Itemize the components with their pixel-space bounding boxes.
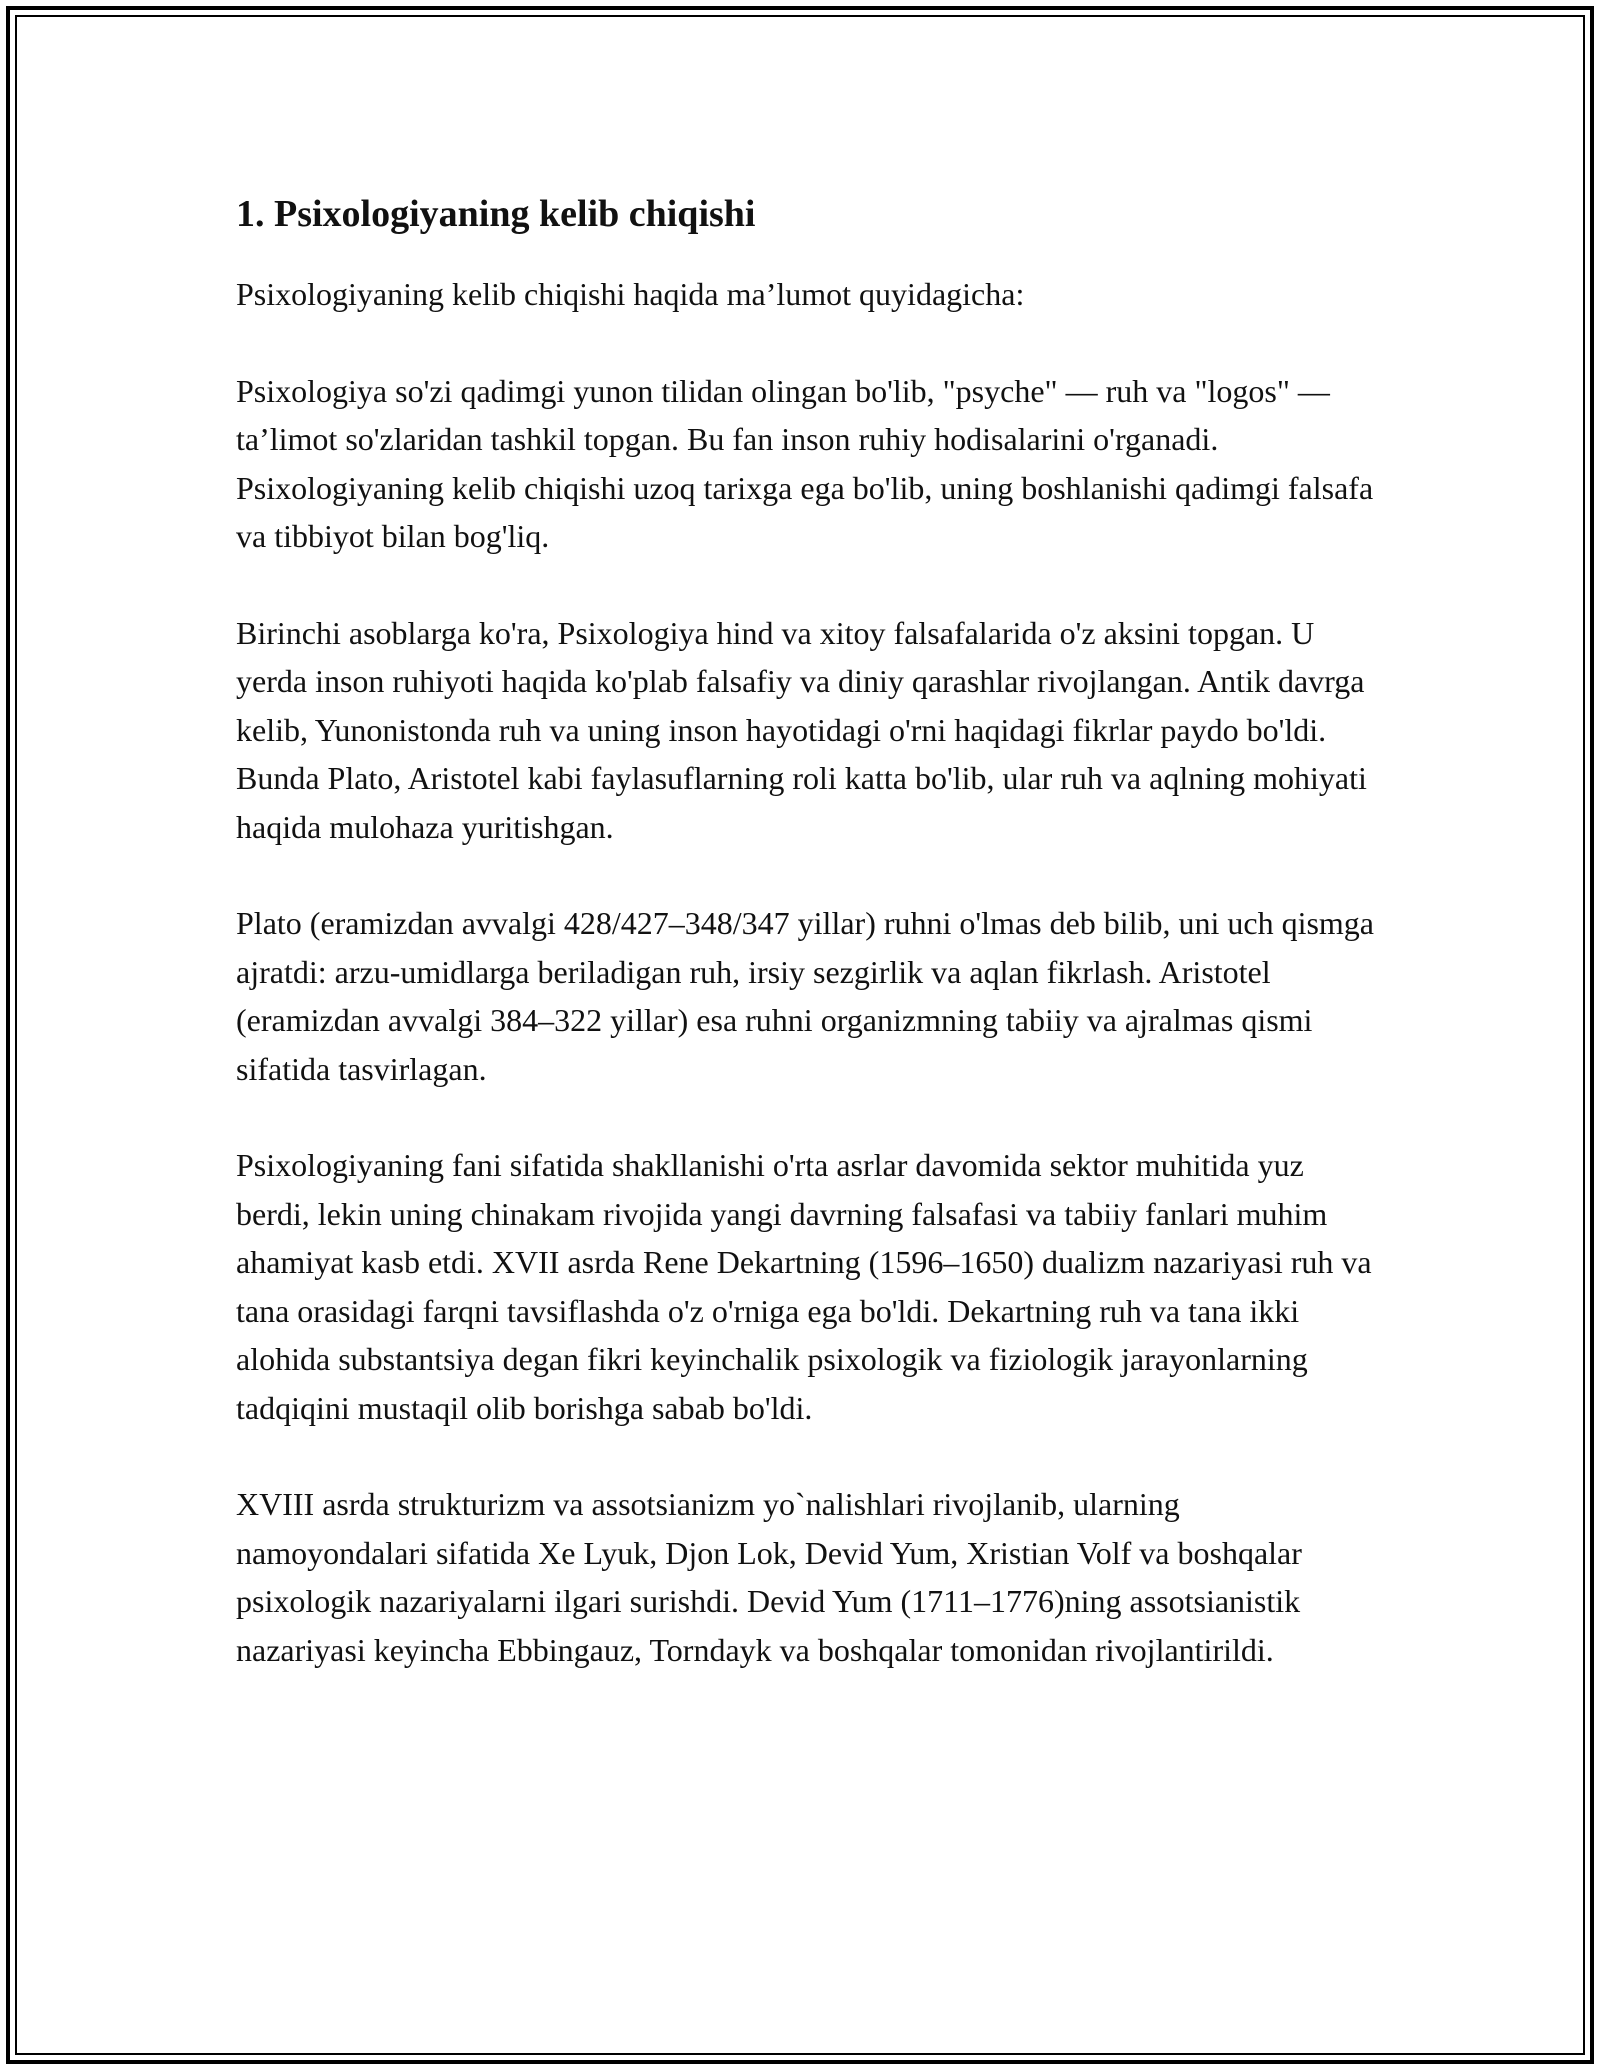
paragraph-ancient-origins: Birinchi asoblarga ko'ra, Psixologiya hind va xitoy falsafalarida o'z aksini topgan. U yerda inson ruhiyoti haqida ko'plab falsafiy va diniy qarashlar rivojlangan. Antik davrga kelib, Yunonistonda ruh va uning inson hayotidagi o'rni haqidagi fikrlar paydo bo'ldi. Bunda Plato, Aristotel kabi faylasuflarning roli katta bo'lib, ular ruh va aqlning mohiyati haqida mulohaza yuritishgan. xyxy=(236,614,1367,845)
section-heading: 1. Psixologiyaning kelib chiqishi xyxy=(236,193,756,235)
document-body xyxy=(236,188,1376,1722)
paragraph-intro: Psixologiyaning kelib chiqishi haqida ma’lumot quyidagicha: xyxy=(236,276,1025,312)
paragraph-descartes: Psixologiyaning fani sifatida shakllanishi o'rta asrlar davomida sektor muhitida yuz berdi, lekin uning chinakam rivojida yangi davrning falsafasi va tabiiy fanlari muhim ahamiyat kasb etdi. XVII asrda Rene Dekartning (1596–1650) dualizm nazariyasi ruh va tana orasidagi farqni tavsiflashda o'z o'rniga ega bo'ldi. Dekartning ruh va tana ikki alohida substantsiya degan fikri keyinchalik psixologik va fiziologik jarayonlarning tadqiqini mustaqil olib borishga sabab bo'ldi. xyxy=(236,1147,1372,1426)
paragraph-associationism: XVIII asrda strukturizm va assotsianizm yo`nalishlari rivojlanib, ularning namoyondalari sifatida Xe Lyuk, Djon Lok, Devid Yum, Xristian Volf va boshqalar psixologik nazariyalarni ilgari surishdi. Devid Yum (1711–1776)ning assotsianistik nazariyasi keyincha Ebbingauz, Torndayk va boshqalar tomonidan rivojlantirildi. xyxy=(236,1486,1302,1668)
paragraph-plato-aristotle: Plato (eramizdan avvalgi 428/427–348/347 yillar) ruhni o'lmas deb bilib, uni uch qismga ajratdi: arzu-umidlarga beriladigan ruh, irsiy sezgirlik va aqlan fikrlash. Aristotel (eramizdan avvalgi 384–322 yillar) esa ruhni organizmning tabiiy va ajralmas qismi sifatida tasvirlagan. xyxy=(236,905,1374,1087)
paragraph-etymology: Psixologiya so'zi qadimgi yunon tilidan olingan bo'lib, "psyche" — ruh va "logos" — ta’limot so'zlaridan tashkil topgan. Bu fan inson ruhiy hodisalarini o'rganadi. Psixologiyaning kelib chiqishi uzoq tarixga ega bo'lib, uning boshlanishi qadimgi falsafa va tibbiyot bilan bog'liq. xyxy=(236,372,1374,554)
